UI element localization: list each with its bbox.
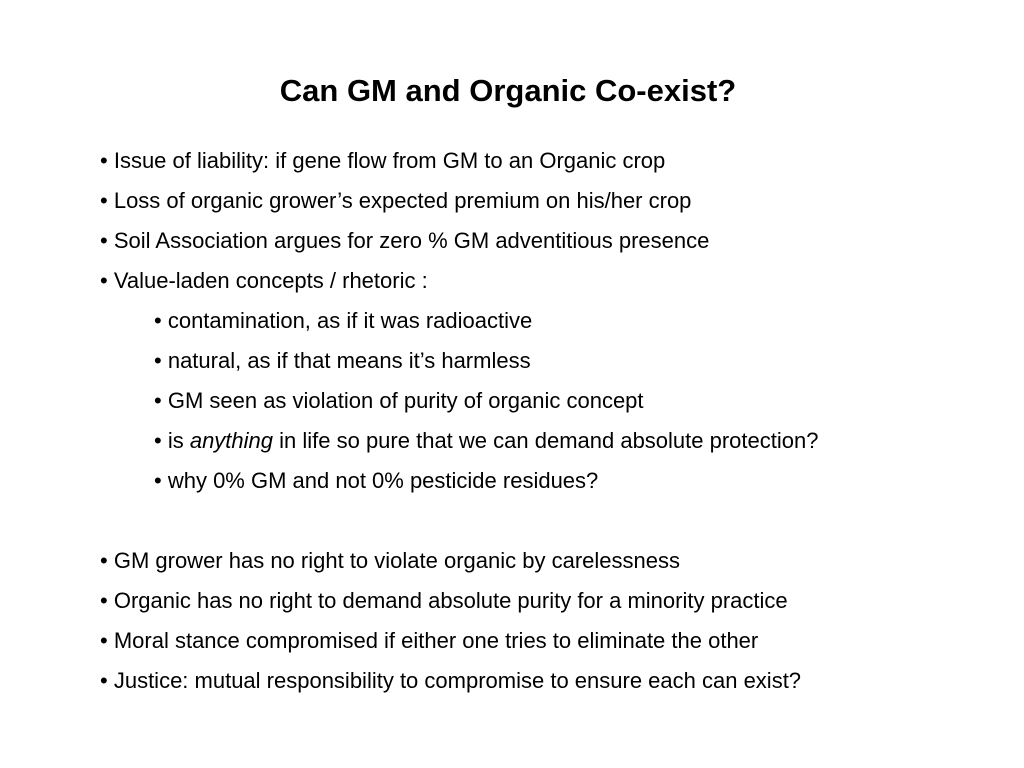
bullet-marker: • bbox=[100, 148, 108, 173]
bullet-marker: • bbox=[100, 228, 108, 253]
sub-bullet-emphasis: anything bbox=[189, 428, 274, 453]
bullet-marker: • bbox=[154, 468, 162, 493]
sub-bullet-text-before: is bbox=[167, 428, 190, 453]
bullet-marker: • bbox=[100, 188, 108, 213]
bullet-text: GM grower has no right to violate organic by carelessness bbox=[113, 548, 680, 573]
bullet-list bbox=[100, 141, 1000, 701]
bullet-text: Moral stance compromised if either one tries to eliminate the other bbox=[113, 628, 759, 653]
sub-bullet-text: natural, as if that means it’s harmless bbox=[167, 348, 531, 373]
bullet-item bbox=[100, 261, 1000, 301]
bullet-text: Organic has no right to demand absolute purity for a minority practice bbox=[113, 588, 788, 613]
bullet-item bbox=[100, 541, 1000, 581]
bullet-text: Value-laden concepts / rhetoric : bbox=[113, 268, 428, 293]
bullet-marker: • bbox=[100, 628, 108, 653]
sub-bullet-text: contamination, as if it was radioactive bbox=[167, 308, 533, 333]
bullet-marker: • bbox=[154, 308, 162, 333]
bullet-item bbox=[100, 221, 1000, 261]
bullet-item bbox=[100, 141, 1000, 181]
bullet-text: Soil Association argues for zero % GM adventitious presence bbox=[113, 228, 710, 253]
bullet-marker: • bbox=[100, 548, 108, 573]
sub-bullet-item bbox=[100, 341, 1000, 381]
bullet-marker: • bbox=[154, 428, 162, 453]
sub-bullet-item bbox=[100, 301, 1000, 341]
sub-bullet-item bbox=[100, 421, 1000, 461]
bullet-item bbox=[100, 581, 1000, 621]
sub-bullet-text-after: in life so pure that we can demand absolute protection? bbox=[273, 428, 819, 453]
bullet-item bbox=[100, 181, 1000, 221]
sub-bullet-text: why 0% GM and not 0% pesticide residues? bbox=[167, 468, 599, 493]
bullet-text: Justice: mutual responsibility to compromise to ensure each can exist? bbox=[113, 668, 802, 693]
bullet-text: Issue of liability: if gene flow from GM to an Organic crop bbox=[113, 148, 666, 173]
bullet-marker: • bbox=[154, 348, 162, 373]
sub-bullet-item bbox=[100, 381, 1000, 421]
bullet-marker: • bbox=[154, 388, 162, 413]
slide-title: Can GM and Organic Co-exist? bbox=[279, 73, 737, 108]
bullet-item bbox=[100, 661, 1000, 701]
bullet-marker: • bbox=[100, 588, 108, 613]
bullet-item bbox=[100, 621, 1000, 661]
spacer bbox=[100, 501, 1000, 541]
bullet-text: Loss of organic grower’s expected premium on his/her crop bbox=[113, 188, 692, 213]
sub-bullet-text: GM seen as violation of purity of organic concept bbox=[167, 388, 644, 413]
sub-bullet-item bbox=[100, 461, 1000, 501]
bullet-marker: • bbox=[100, 668, 108, 693]
bullet-marker: • bbox=[100, 268, 108, 293]
